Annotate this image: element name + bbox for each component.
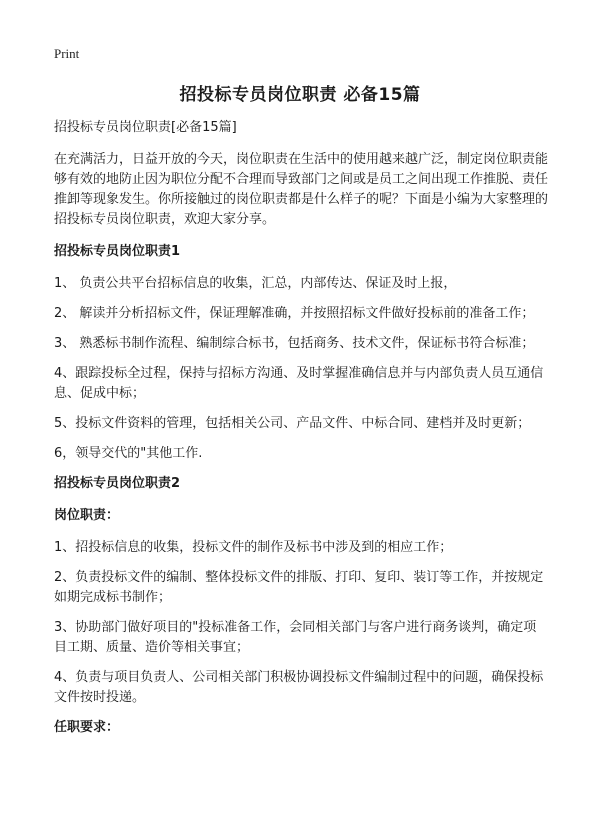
section-1-item: 2、 解读并分析招标文件，保证理解准确，并按照招标文件做好投标前的准备工作； bbox=[54, 306, 535, 321]
section-2-item: 3、协助部门做好项目的"投标准备工作，会同相关部门与客户进行商务谈判，确定项目工期、质量、造价等相关事宜； bbox=[54, 620, 537, 655]
print-link[interactable]: Print bbox=[54, 46, 80, 61]
section-2-item: 2、负责投标文件的编制、整体投标文件的排版、打印、复印、装订等工作，并按规定如期完成标书制作； bbox=[54, 570, 544, 605]
section-1-item: 6，领导交代的"其他工作. bbox=[54, 446, 203, 461]
intro-paragraph: 在充满活力，日益开放的今天，岗位职责在生活中的使用越来越广泛，制定岗位职责能够有效的地防止因为职位分配不合理而导致部门之间或是员工之间出现工作推脱、责任推卸等现象发生。你所接触过的岗位职责都是什么样子的呢？下面是小编为大家整理的招投标专员岗位职责，欢迎大家分享。 bbox=[54, 152, 549, 227]
section-1-heading: 招投标专员岗位职责1 bbox=[54, 244, 181, 259]
section-2-heading: 招投标专员岗位职责2 bbox=[54, 476, 181, 491]
page-title: 招投标专员岗位职责 必备15篇 bbox=[179, 85, 421, 105]
requirements-heading: 任职要求： bbox=[54, 720, 120, 735]
section-1-item: 1、 负责公共平台招标信息的收集，汇总，内部传达、保证及时上报， bbox=[54, 276, 457, 291]
section-1-item: 4、跟踪投标全过程，保持与招标方沟通、及时掌握准确信息并与内部负责人员互通信息、促成中标； bbox=[54, 366, 544, 401]
section-2-item: 1、招投标信息的收集，投标文件的制作及标书中涉及到的相应工作； bbox=[54, 540, 453, 555]
document-body bbox=[54, 118, 548, 750]
duties-heading: 岗位职责： bbox=[54, 508, 120, 523]
section-2-item: 4、负责与项目负责人、公司相关部门积极协调投标文件编制过程中的问题，确保投标文件按时投递。 bbox=[54, 670, 544, 705]
section-1-item: 5、投标文件资料的管理，包括相关公司、产品文件、中标合同、建档并及时更新； bbox=[54, 416, 531, 431]
section-1-item: 3、 熟悉标书制作流程、编制综合标书，包括商务、技术文件，保证标书符合标准； bbox=[54, 336, 535, 351]
document-subtitle: 招投标专员岗位职责[必备15篇] bbox=[54, 120, 237, 135]
